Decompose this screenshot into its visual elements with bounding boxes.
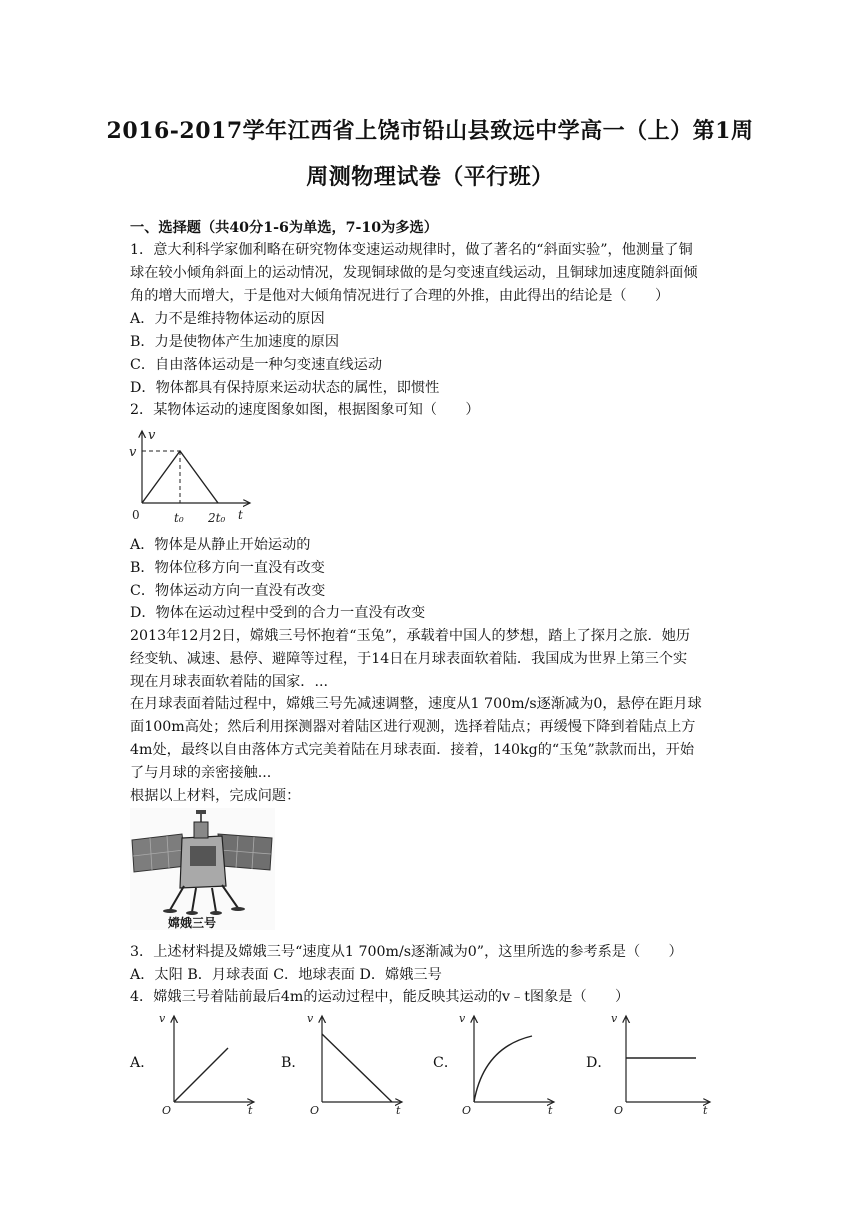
q4-graph-d [610,1010,714,1118]
exam-title-line-1: 2016-2017学年江西省上饶市铅山县致远中学高一（上）第1周 [106,118,754,144]
q1-option-d: D．物体都具有保持原来运动状态的属性，即惯性 [130,380,440,396]
q4-c-v-label: v [459,1012,466,1025]
material-line: 根据以上材料，完成问题： [130,788,301,804]
q2-v-tick-label: v [129,445,137,460]
q4-d-v-label: v [611,1012,618,1025]
q1-stem-line: 球在较小倾角斜面上的运动情况，发现铜球做的是匀变速直线运动，且铜球加速度随斜面倾 [130,265,698,281]
material-line: 面100m高处；然后利用探测器对着陆区进行观测，选择着陆点；再缓慢下降到着陆点上方 [130,719,696,735]
material-line: 4m处，最终以自由落体方式完美着陆在月球表面．接着，140kg的“玉兔”款款而出，开始 [130,742,695,758]
q2-option-a: A．物体是从静止开始运动的 [130,537,311,553]
q3-stem: 3．上述材料提及嫦娥三号“速度从1 700m/s逐渐减为0”，这里所选的参考系是（ ） [130,944,683,960]
q1-option-a: A．力不是维持物体运动的原因 [130,311,325,327]
q4-option-a-label: A． [130,1055,155,1071]
q4-graph-c [458,1010,558,1118]
q4-graph-b [306,1010,406,1118]
change3-lander-illustration [130,808,275,930]
q2-option-b: B．物体位移方向一直没有改变 [130,560,325,576]
material-line: 2013年12月2日，嫦娥三号怀抱着“玉兔”，承载着中国人的梦想，踏上了探月之旅．她历 [130,628,691,644]
q2-origin-label: 0 [132,508,140,522]
q4-a-v-label: v [159,1012,166,1025]
q4-c-curve [474,1036,532,1102]
q4-b-v-label: v [307,1012,314,1025]
q2-t0-label: t₀ [174,511,184,525]
q4-option-d-label: D． [586,1055,612,1071]
q3-options: A．太阳 B．月球表面 C．地球表面 D．嫦娥三号 [130,967,442,983]
q1-option-c: C．自由落体运动是一种匀变速直线运动 [130,357,383,373]
section-heading: 一、选择题（共40分1-6为单选，7-10为多选） [130,220,438,236]
q1-option-b: B．力是使物体产生加速度的原因 [130,334,340,350]
q4-b-origin: O [310,1104,320,1117]
q4-c-t-label: t [548,1104,553,1117]
q2-t-axis-label: t [238,508,243,522]
q2-option-c: C．物体运动方向一直没有改变 [130,583,326,599]
q2-stem: 2．某物体运动的速度图象如图，根据图象可知（ ） [130,402,480,418]
q2-option-d: D．物体在运动过程中受到的合力一直没有改变 [130,605,426,621]
q4-d-t-label: t [703,1104,708,1117]
q1-stem-line: 1．意大利科学家伽利略在研究物体变速运动规律时，做了著名的“斜面实验”，他测量了铜 [130,242,693,258]
q4-a-t-label: t [248,1104,253,1117]
material-line: 了与月球的亲密接触... [130,765,272,781]
q4-b-line [322,1034,392,1102]
lander-caption: 嫦娥三号 [168,916,217,930]
q4-a-origin: O [162,1104,172,1117]
q4-b-t-label: t [396,1104,401,1117]
q4-a-line [174,1048,228,1102]
q4-option-b-label: B． [281,1055,306,1071]
material-line: 在月球表面着陆过程中，嫦娥三号先减速调整，速度从1 700m/s逐渐减为0，悬停在距月球 [130,696,702,712]
q4-option-c-label: C． [433,1055,459,1071]
q2-2t0-label: 2t₀ [208,511,226,525]
q4-c-origin: O [462,1104,472,1117]
q4-stem: 4．嫦娥三号着陆前最后4m的运动过程中，能反映其运动的v﹣t图象是（ ） [130,989,630,1005]
exam-title-line-2: 周测物理试卷（平行班） [306,164,554,190]
material-line: 现在月球表面软着陆的国家．... [130,674,328,690]
q4-graph-a [158,1010,258,1118]
material-line: 经变轨、减速、悬停、避障等过程，于14日在月球表面软着陆．我国成为世界上第三个实 [130,651,688,667]
q1-stem-line: 角的增大而增大，于是他对大倾角情况进行了合理的外推，由此得出的结论是（ ） [130,288,670,304]
q2-velocity-time-graph [128,425,263,530]
q4-d-origin: O [614,1104,624,1117]
q2-v-axis-label: v [148,428,156,443]
